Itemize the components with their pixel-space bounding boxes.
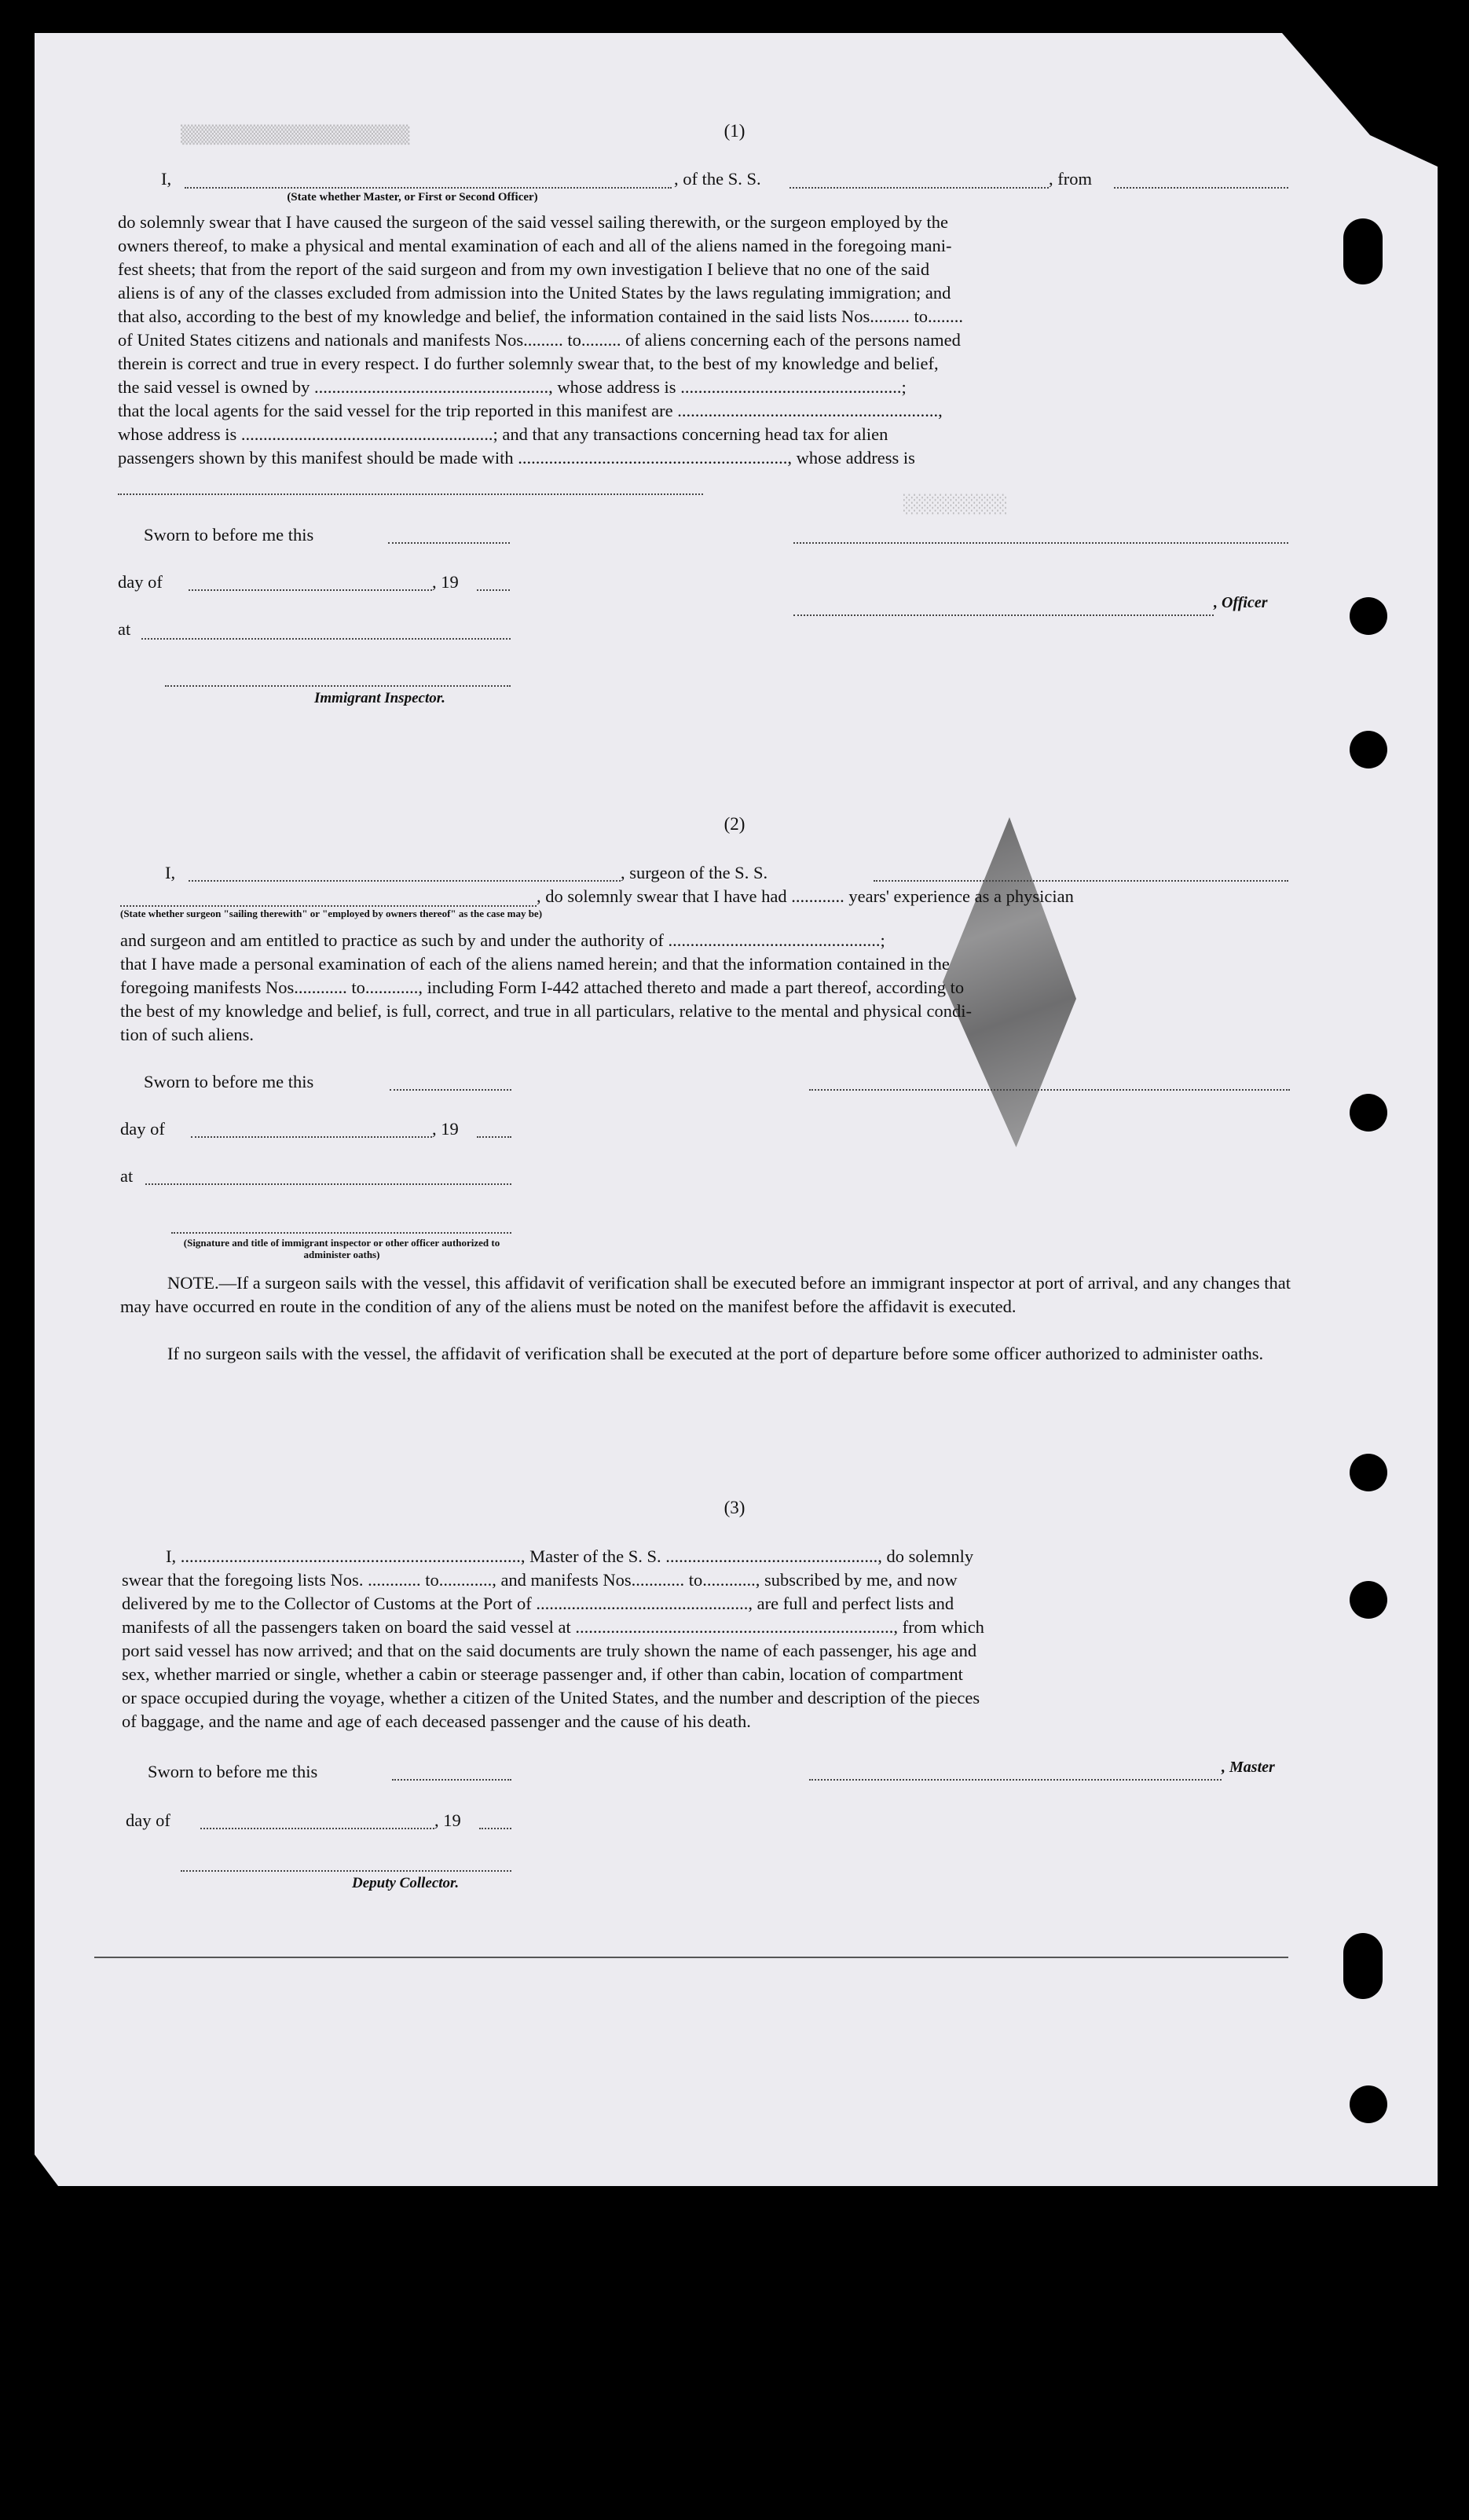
body-line: that the local agents for the said vessel for the trip reported in this manifest are ..........................................................., <box>118 401 943 420</box>
at-label: at <box>118 619 131 639</box>
year-blank <box>477 1136 511 1138</box>
body-line: foregoing manifests Nos............ to............, including Form I-442 attached thereto and made a part thereof, according to <box>120 978 965 997</box>
body-line: aliens is of any of the classes excluded from admission into the United States by the laws regulating immigration; and <box>118 283 951 303</box>
body-line: that I have made a personal examination of each of the aliens named herein; and that the information contained in the <box>120 954 950 974</box>
section-2-surgeon: , surgeon of the S. S. <box>621 863 768 882</box>
year-blank <box>479 1828 511 1829</box>
at-label: at <box>120 1166 134 1186</box>
body-line: and surgeon and am entitled to practice as such by and under the authority of ................................................; <box>120 930 885 950</box>
day-blank <box>200 1828 434 1829</box>
vessel-blank <box>789 187 1049 189</box>
body-line: the best of my knowledge and belief, is full, correct, and true in all particulars, relative to the mental and physical condi- <box>120 1001 973 1021</box>
year-label: , 19 <box>432 1119 459 1139</box>
day-blank <box>189 589 432 591</box>
vessel-blank <box>874 880 1288 882</box>
body-line: sex, whether married or single, whether a cabin or steerage passenger and, if other than cabin, location of compartment <box>122 1664 963 1684</box>
punch-hole <box>1350 1454 1387 1491</box>
section-3-number: (3) <box>724 1498 745 1517</box>
name-blank <box>189 880 621 882</box>
note-paragraph-1: NOTE.—If a surgeon sails with the vessel, this affidavit of verification shall be executed before an immigrant inspector at port of arrival, and any changes that may have occurred en route in the condition of any of the aliens must be noted on the manifest before the affidavit is executed. <box>120 1273 1291 1316</box>
at-blank <box>141 638 511 640</box>
year-label: , 19 <box>432 572 459 592</box>
sworn-label: Sworn to before me this <box>144 525 314 545</box>
section-2-note: (State whether surgeon "sailing therewith" or "employed by owners thereof" as the case may be) <box>120 908 543 919</box>
body-line: of United States citizens and nationals and manifests Nos......... to......... of aliens concerning each of the persons named <box>118 330 961 350</box>
section-1-note: (State whether Master, or First or Second Officer) <box>287 191 538 204</box>
day-of-label: day of <box>118 572 163 592</box>
sworn-label: Sworn to before me this <box>144 1072 314 1091</box>
section-1-opening: I, <box>161 169 172 189</box>
day-blank <box>191 1136 432 1138</box>
note-paragraph-2: If no surgeon sails with the vessel, the affidavit of verification shall be executed at the port of departure before some officer authorized to administer oaths. <box>167 1344 1264 1363</box>
section-1-of-ss: , of the S. S. <box>674 169 761 189</box>
section-1-body <box>118 211 1290 470</box>
punch-hole <box>1350 1581 1387 1619</box>
body-line: I, ............................................................................., Master of the S. S. ................................................, do solemnly <box>166 1546 974 1566</box>
address-blank <box>118 493 703 495</box>
master-label: , Master <box>1222 1759 1275 1776</box>
section-2-body <box>120 929 1291 1047</box>
bottom-rule <box>94 1957 1288 1958</box>
body-line: port said vessel has now arrived; and that on the said documents are truly shown the name of each passenger, his age and <box>122 1641 977 1660</box>
year-blank <box>477 589 510 591</box>
at-blank <box>145 1183 511 1185</box>
inspector-signature-blank <box>165 685 511 687</box>
from-blank <box>1114 187 1288 189</box>
inspector-label: Immigrant Inspector. <box>314 690 445 706</box>
day-of-label: day of <box>126 1810 170 1830</box>
punch-hole <box>1350 597 1387 635</box>
body-line: of baggage, and the name and age of each deceased passenger and the cause of his death. <box>122 1711 751 1731</box>
body-line: delivered by me to the Collector of Customs at the Port of ................................................, are full and perfect lists and <box>122 1594 954 1613</box>
officer-signature-blank <box>793 542 1288 544</box>
body-line: tion of such aliens. <box>120 1025 254 1044</box>
body-line: therein is correct and true in every respect. I do further solemnly swear that, to the best of my knowledge and belief, <box>118 354 939 373</box>
body-line: or space occupied during the voyage, whether a citizen of the United States, and the number and description of the pieces <box>122 1688 980 1708</box>
name-blank <box>185 187 672 189</box>
body-line: do solemnly swear that I have caused the surgeon of the said vessel sailing therewith, or the surgeon employed by the <box>118 212 949 232</box>
punch-hole <box>1350 2085 1387 2123</box>
sworn-blank <box>392 1779 511 1781</box>
body-line: that also, according to the best of my knowledge and belief, the information contained in the said lists Nos......... to........ <box>118 306 964 326</box>
sworn-blank <box>390 1089 511 1091</box>
master-signature-blank <box>809 1779 1222 1781</box>
body-line: the said vessel is owned by ....................................................., whose address is ..................................................; <box>118 377 907 397</box>
officer-label: , Officer <box>1214 594 1268 611</box>
sworn-label: Sworn to before me this <box>148 1762 318 1781</box>
body-line: owners thereof, to make a physical and mental examination of each and all of the aliens named in the foregoing mani- <box>118 236 952 255</box>
signature-note: (Signature and title of immigrant inspector or other officer authorized to administer oaths) <box>183 1237 500 1260</box>
punch-hole <box>1343 218 1383 284</box>
punch-hole <box>1350 731 1387 768</box>
day-of-label: day of <box>120 1119 165 1139</box>
year-label: , 19 <box>434 1810 461 1830</box>
section-1-from: , from <box>1049 169 1092 189</box>
collector-signature-blank <box>181 1870 511 1872</box>
body-line: whose address is .........................................................; and that any transactions concerning head tax for alien <box>118 424 888 444</box>
section-1-number: (1) <box>724 121 745 141</box>
section-2-line2: , do solemnly swear that I have had ............ years' experience as a physician <box>537 886 1074 906</box>
surgeon-signature-blank <box>809 1089 1290 1091</box>
collector-label: Deputy Collector. <box>352 1875 460 1891</box>
punch-hole <box>1350 1094 1387 1132</box>
inspector-signature-blank <box>171 1232 511 1234</box>
body-line: manifests of all the passengers taken on board the said vessel at ........................................................................, from which <box>122 1617 984 1637</box>
bleed-through: ▒▒▒▒▒▒▒▒▒▒▒▒▒▒▒▒▒▒▒▒▒▒ <box>181 126 410 145</box>
bleed-through: ░░░░░░░░░░ <box>903 495 1008 515</box>
section-3-body <box>122 1545 1299 1733</box>
section-2-opening: I, <box>165 863 176 882</box>
body-line: fest sheets; that from the report of the said surgeon and from my own investigation I believe that no one of the said <box>118 259 930 279</box>
officer-title-blank <box>793 614 1214 616</box>
sworn-blank <box>388 542 510 544</box>
punch-hole <box>1343 1933 1383 1999</box>
body-line: passengers shown by this manifest should be made with ............................................................., whose address is <box>118 448 915 468</box>
body-line: swear that the foregoing lists Nos. ............ to............, and manifests Nos............ to............, subscribed by me, and now <box>122 1570 958 1590</box>
section-2-number: (2) <box>724 814 745 834</box>
